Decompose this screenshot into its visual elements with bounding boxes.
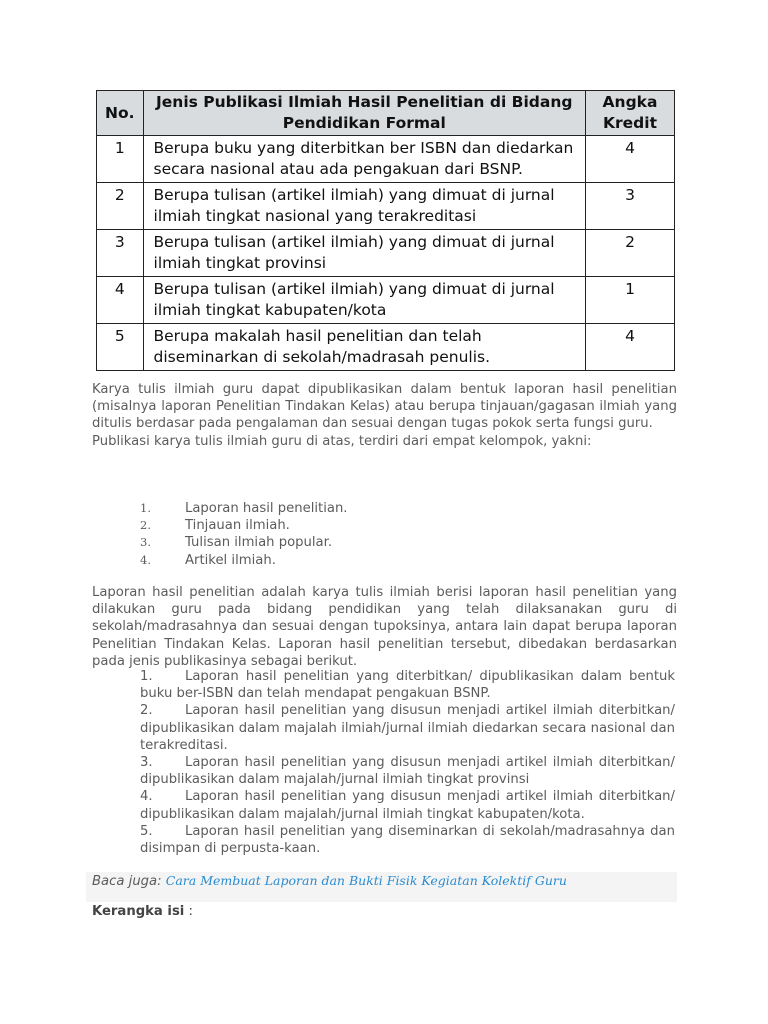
row-no: 3 <box>97 230 144 277</box>
row-desc: Berupa tulisan (artikel ilmiah) yang dimuat di jurnal ilmiah tingkat kabupaten/kota <box>143 277 585 324</box>
intro-groups-lead: Publikasi karya tulis ilmiah guru di atas, terdiri dari empat kelompok, yakni: <box>92 433 592 449</box>
row-kredit: 1 <box>586 277 675 324</box>
row-desc: Berupa buku yang diterbitkan ber ISBN dan diedarkan secara nasional atau ada pengakuan dari BSNP. <box>143 136 585 183</box>
row-no: 1 <box>97 136 144 183</box>
baca-juga-label: Baca juga: <box>92 874 162 889</box>
kerangka-label: Kerangka isi <box>92 904 185 919</box>
laporan-section <box>92 584 677 670</box>
list-item: 2. Laporan hasil penelitian yang disusun menjadi artikel ilmiah diterbitkan/ dipublikasikan dalam majalah ilmiah/jurnal ilmiah diedarkan secara nasional dan terakreditasi. <box>140 703 675 753</box>
credit-table <box>96 90 675 371</box>
table-row <box>97 183 675 230</box>
baca-juga-box <box>86 872 677 902</box>
row-kredit: 4 <box>586 324 675 371</box>
row-desc: Berupa tulisan (artikel ilmiah) yang dimuat di jurnal ilmiah tingkat nasional yang terakreditasi <box>143 183 585 230</box>
list-item: 1. Laporan hasil penelitian yang diterbitkan/ dipublikasikan dalam bentuk buku ber-ISBN dan telah mendapat pengakuan BSNP. <box>140 669 675 702</box>
row-no: 2 <box>97 183 144 230</box>
row-kredit: 3 <box>586 183 675 230</box>
list-item: 2. Tinjauan ilmiah. <box>140 518 290 534</box>
kerangka-colon: : <box>184 904 193 919</box>
kerangka-heading <box>92 904 193 919</box>
row-no: 5 <box>97 324 144 371</box>
intro-paragraph: Karya tulis ilmiah guru dapat dipublikasikan dalam bentuk laporan hasil penelitian (misalnya laporan Penelitian Tindakan Kelas) atau berupa tinjauan/gagasan ilmiah yang ditulis berdasar pada pengalaman dan sesuai dengan tugas pokok serta fungsi guru. <box>92 382 677 432</box>
header-kredit: Angka Kredit <box>586 91 675 136</box>
laporan-paragraph: Laporan hasil penelitian adalah karya tulis ilmiah berisi laporan hasil penelitian yang dilakukan guru pada bidang pendidikan yang telah dilaksanakan guru di sekolah/madrasahnya dan sesuai dengan tupoksinya, antara lain dapat berupa laporan Penelitian Tindakan Kelas. Laporan hasil penelitian tersebut, dibedakan berdasarkan pada jenis publikasinya sebagai berikut. <box>92 585 677 669</box>
laporan-list <box>140 668 675 857</box>
table-row <box>97 136 675 183</box>
table-row <box>97 230 675 277</box>
row-kredit: 2 <box>586 230 675 277</box>
row-desc: Berupa tulisan (artikel ilmiah) yang dimuat di jurnal ilmiah tingkat provinsi <box>143 230 585 277</box>
row-kredit: 4 <box>586 136 675 183</box>
table-row <box>97 277 675 324</box>
header-no: No. <box>97 91 144 136</box>
table-header-row <box>97 91 675 136</box>
list-item: 1. Laporan hasil penelitian. <box>140 501 348 516</box>
list-item: 5. Laporan hasil penelitian yang diseminarkan di sekolah/madrasahnya dan disimpan di perpusta-kaan. <box>140 823 675 857</box>
header-jenis: Jenis Publikasi Ilmiah Hasil Penelitian di Bidang Pendidikan Formal <box>143 91 585 136</box>
list-item: 4. Laporan hasil penelitian yang disusun menjadi artikel ilmiah diterbitkan/ dipublikasikan dalam majalah/jurnal ilmiah tingkat kabupaten/kota. <box>140 789 675 822</box>
table-row <box>97 324 675 371</box>
intro-section <box>92 381 677 450</box>
list-item: 3. Laporan hasil penelitian yang disusun menjadi artikel ilmiah diterbitkan/ dipublikasikan dalam majalah/jurnal ilmiah tingkat provinsi <box>140 755 675 788</box>
list-item: 3. Tulisan ilmiah popular. <box>140 535 333 551</box>
list-item: 4. Artikel ilmiah. <box>140 552 276 568</box>
groups-list <box>140 500 348 569</box>
row-no: 4 <box>97 277 144 324</box>
baca-juga-link[interactable]: Cara Membuat Laporan dan Bukti Fisik Kegiatan Kolektif Guru <box>165 873 567 888</box>
row-desc: Berupa makalah hasil penelitian dan telah diseminarkan di sekolah/madrasah penulis. <box>143 324 585 371</box>
